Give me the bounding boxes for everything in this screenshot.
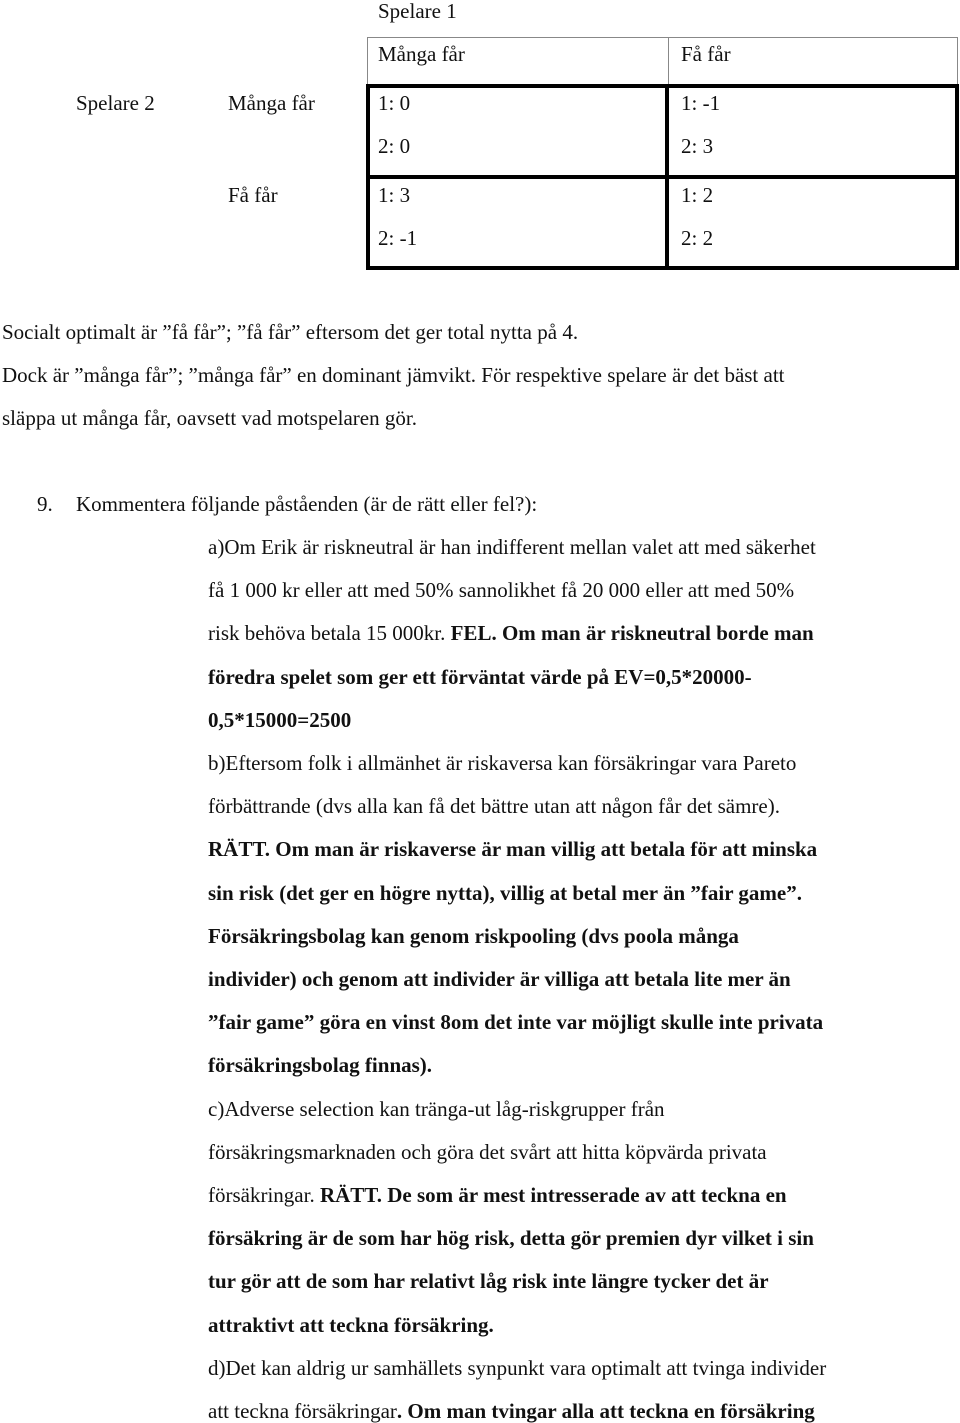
answer-line xyxy=(208,1315,494,1336)
answer-text: a)Om Erik är riskneutral är han indifferent mellan valet att med säkerhet xyxy=(208,535,816,559)
player1-label: Spelare 1 xyxy=(378,0,457,23)
col-header-many: Många får xyxy=(378,42,465,66)
answer-text: att teckna försäkringar xyxy=(208,1399,397,1423)
answer-verdict-text: försäkring är de som har hög risk, detta gör premien dyr vilket i sin xyxy=(208,1226,814,1250)
answer-line xyxy=(208,839,817,860)
answer-text: c)Adverse selection kan tränga-ut låg-riskgrupper från xyxy=(208,1097,665,1121)
answer-line xyxy=(208,1012,823,1033)
answer-verdict-text: RÄTT. De som är mest intresserade av att teckna en xyxy=(319,1183,787,1207)
answer-verdict-text: individer) och genom att individer är villiga att betala lite mer än xyxy=(208,967,791,991)
answer-verdict-text: . Om man tvingar alla att teckna en försäkring xyxy=(396,1399,815,1423)
answer-text: b)Eftersom folk i allmänhet är riskaversa kan försäkringar vara Pareto xyxy=(208,751,797,775)
answer-line xyxy=(208,1228,814,1249)
answer-line xyxy=(208,883,802,904)
header-right-line xyxy=(957,37,958,84)
cell-payoff: 2: 3 xyxy=(681,134,714,158)
answer-line xyxy=(208,796,780,817)
question-text: Kommentera följande påståenden (är de rätt eller fel?): xyxy=(76,492,538,516)
question-number: 9. xyxy=(37,492,53,516)
answer-verdict-text: föredra spelet som ger ett förväntat värde på EV=0,5*20000- xyxy=(208,665,752,689)
answer-line xyxy=(208,1358,826,1379)
answer-line xyxy=(208,537,816,558)
answer-line xyxy=(208,753,796,774)
answer-line xyxy=(208,667,752,688)
answer-line xyxy=(208,1185,787,1206)
answer-verdict-text: FEL. Om man är riskneutral borde man xyxy=(450,621,814,645)
cell-payoff: 2: 2 xyxy=(681,226,714,250)
cell-payoff: 1: -1 xyxy=(681,91,721,115)
intro-line: Dock är ”många får”; ”många får” en dominant jämvikt. För respektive spelare är det bäst att xyxy=(2,363,785,387)
answer-line xyxy=(208,1142,767,1163)
answer-line xyxy=(208,1055,432,1076)
answer-line xyxy=(208,969,791,990)
answer-line xyxy=(208,580,794,601)
grid-center xyxy=(665,84,669,270)
answer-verdict-text: försäkringsbolag finnas). xyxy=(208,1053,433,1077)
answer-line xyxy=(208,1099,665,1120)
player2-label: Spelare 2 xyxy=(76,91,155,115)
answer-verdict-text: sin risk (det ger en högre nytta), villig at betal mer än ”fair game”. xyxy=(208,881,802,905)
answer-line xyxy=(208,1401,815,1422)
cell-payoff: 1: 3 xyxy=(378,183,411,207)
cell-payoff: 2: -1 xyxy=(378,226,418,250)
header-mid-line xyxy=(668,37,669,84)
intro-line: släppa ut många får, oavsett vad motspelaren gör. xyxy=(2,406,417,430)
answer-verdict-text: RÄTT. Om man är riskaverse är man villig att betala för att minska xyxy=(208,837,818,861)
grid-top xyxy=(366,84,959,88)
grid-middle xyxy=(366,175,959,179)
cell-payoff: 1: 0 xyxy=(378,91,411,115)
answer-line xyxy=(208,1271,769,1292)
answer-verdict-text: tur gör att de som har relativt låg risk inte längre tycker det är xyxy=(208,1269,769,1293)
answer-verdict-text: attraktivt att teckna försäkring. xyxy=(208,1313,494,1337)
header-top-line xyxy=(367,37,958,38)
answer-line xyxy=(208,710,351,731)
answer-text: försäkringsmarknaden och göra det svårt att hitta köpvärda privata xyxy=(208,1140,767,1164)
answer-verdict-text: Försäkringsbolag kan genom riskpooling (dvs poola många xyxy=(208,924,739,948)
cell-payoff: 2: 0 xyxy=(378,134,411,158)
row-header-few: Få får xyxy=(228,183,278,207)
answer-text: få 1 000 kr eller att med 50% sannolikhet få 20 000 eller att med 50% xyxy=(208,578,795,602)
grid-left xyxy=(366,84,370,270)
header-left-line xyxy=(367,37,368,84)
answer-verdict-text: 0,5*15000=2500 xyxy=(208,708,352,732)
answer-verdict-text: ”fair game” göra en vinst 8om det inte var möjligt skulle inte privata xyxy=(208,1010,824,1034)
answer-text: försäkringar. xyxy=(208,1183,320,1207)
col-header-few: Få får xyxy=(681,42,731,66)
intro-line: Socialt optimalt är ”få får”; ”få får” eftersom det ger total nytta på 4. xyxy=(2,320,579,344)
answer-text: d)Det kan aldrig ur samhällets synpunkt vara optimalt att tvinga individer xyxy=(208,1356,827,1380)
cell-payoff: 1: 2 xyxy=(681,183,714,207)
grid-right xyxy=(955,84,959,270)
answer-text: risk behöva betala 15 000kr. xyxy=(208,621,451,645)
row-header-many: Många får xyxy=(228,91,315,115)
grid-bottom xyxy=(366,266,959,270)
answer-text: förbättrande (dvs alla kan få det bättre utan att någon får det sämre). xyxy=(208,794,780,818)
answer-line xyxy=(208,926,739,947)
answer-line xyxy=(208,623,814,644)
